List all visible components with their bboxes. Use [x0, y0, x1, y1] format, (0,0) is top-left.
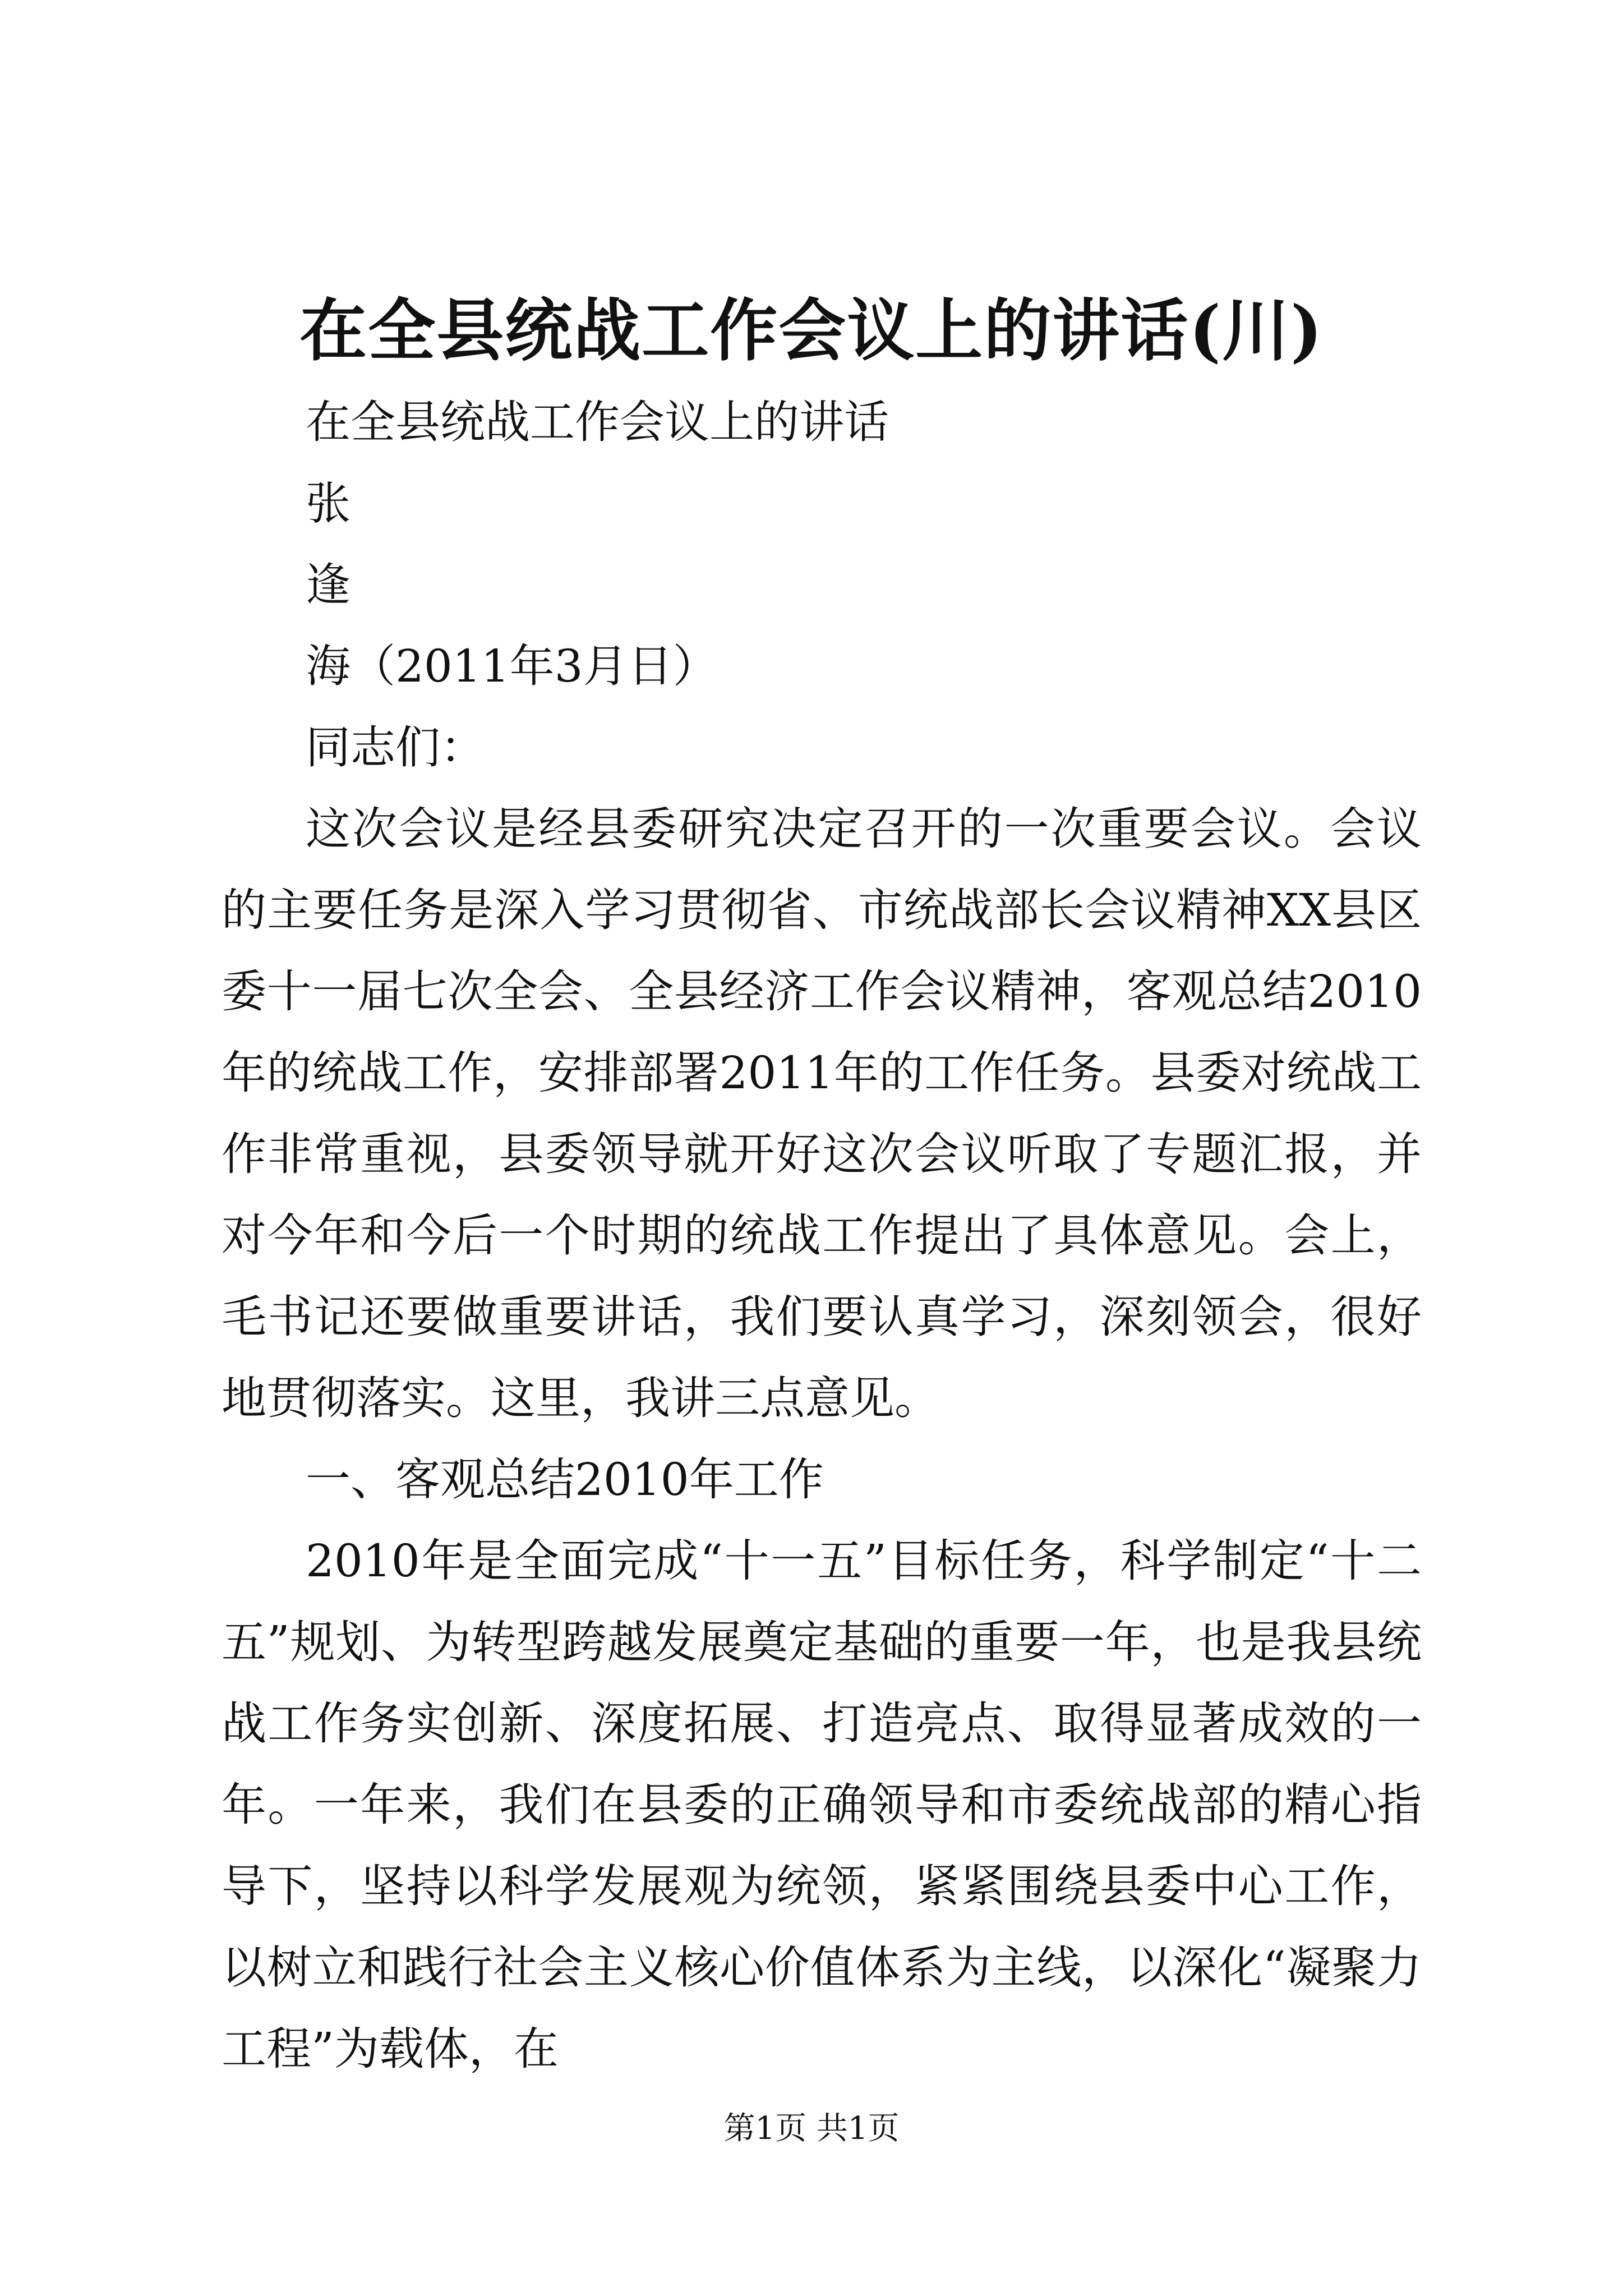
author-date-line: 海（2011年3月日）	[306, 640, 718, 692]
author-line: 逢	[306, 559, 351, 611]
paragraph: 这次会议是经县委研究决定召开的一次重要会议。会议的主要任务是深入学习贯彻省、市统战部长会议精神XX县区委十一届七次全会、全县经济工作会议精神，客观总结2010年的统战工作，安排部署2011年的工作任务。县委对统战工作非常重视，县委领导就开好这次会议听取了专题汇报，并对今年和今后一个时期的统战工作提出了具体意见。会上，毛书记还要做重要讲话，我们要认真学习，深刻领会，很好地贯彻落实。这里，我讲三点意见。	[222, 803, 1422, 1424]
salutation: 同志们：	[306, 721, 485, 774]
section-heading: 一、客观总结2010年工作	[306, 1453, 824, 1506]
page-footer: 第1页 共1页	[723, 2110, 900, 2147]
document-title: 在全县统战工作会议上的讲话(川)	[299, 291, 1324, 370]
subtitle: 在全县统战工作会议上的讲话	[306, 396, 889, 448]
paragraph: 2010年是全面完成“十一五”目标任务，科学制定“十二五”规划、为转型跨越发展奠定基础的重要一年，也是我县统战工作务实创新、深度拓展、打造亮点、取得显著成效的一年。一年来，我们在县委的正确领导和市委统战部的精心指导下，坚持以科学发展观为统领，紧紧围绕县委中心工作，以树立和践行社会主义核心价值体系为主线，以深化“凝聚力工程”为载体，在	[222, 1535, 1422, 2075]
author-line: 张	[306, 477, 351, 530]
document-body	[222, 381, 1422, 2090]
